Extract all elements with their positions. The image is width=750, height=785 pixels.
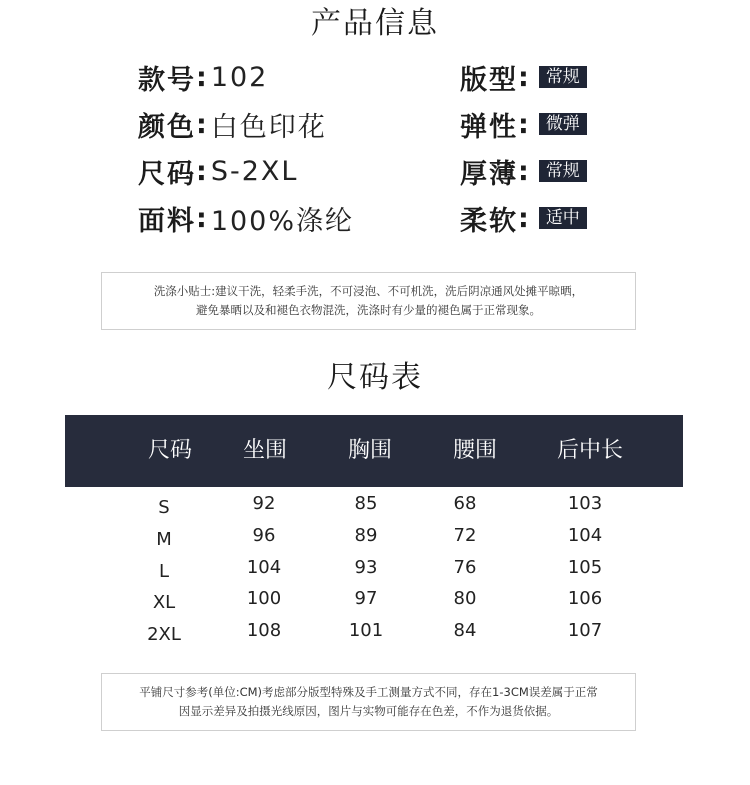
header-chest: 胸围: [347, 438, 392, 463]
cell-chest: 101: [348, 620, 384, 641]
info-colon: :: [196, 108, 207, 140]
wash-notice-box: [101, 272, 636, 330]
cell-chest: 85: [354, 493, 378, 514]
info-row-thickness: [460, 151, 587, 191]
header-waist: 腰围: [452, 438, 497, 463]
info-colon: :: [196, 61, 207, 93]
info-label: 弹性: [460, 111, 518, 143]
cell-waist: 68: [453, 493, 477, 514]
measure-notice-line: 平铺尺寸参考(单位:CM)考虑部分版型特殊及手工测量方式不同，存在1-3CM误差属于正常: [139, 685, 598, 699]
info-row-softness: [460, 198, 587, 238]
cell-size: XL: [152, 592, 176, 613]
cell-waist: 72: [453, 525, 477, 546]
header-size: 尺码: [147, 438, 192, 463]
cell-size: L: [158, 561, 170, 582]
cell-chest: 89: [354, 525, 378, 546]
fit-tag: 常规: [539, 66, 587, 88]
cell-back-length: 103: [567, 493, 603, 514]
cell-back-length: 104: [567, 525, 603, 546]
info-colon: :: [518, 155, 529, 187]
cell-hip: 100: [246, 588, 282, 609]
info-label: 版型: [460, 64, 518, 96]
size-chart-title: 尺码表: [327, 360, 423, 395]
info-colon: :: [518, 202, 529, 234]
info-value: 白色印花: [210, 111, 327, 143]
info-colon: :: [518, 108, 529, 140]
header-back-length: 后中长: [556, 438, 623, 463]
measure-notice-line: 因显示差异及拍摄光线原因，图片与实物可能存在色差，不作为退货依据。: [178, 704, 559, 718]
cell-back-length: 106: [567, 588, 603, 609]
cell-back-length: 107: [567, 620, 603, 641]
measure-notice-box: [101, 673, 636, 731]
info-label: 厚薄: [460, 158, 518, 190]
cell-hip: 96: [252, 525, 276, 546]
cell-waist: 84: [453, 620, 477, 641]
cell-size: S: [158, 497, 170, 518]
info-row-color: [138, 104, 327, 144]
header-hip: 坐围: [242, 438, 287, 463]
elasticity-tag: 微弹: [539, 113, 587, 135]
info-label: 尺码: [138, 158, 196, 190]
cell-hip: 108: [246, 620, 282, 641]
wash-notice-line: 避免暴晒以及和褪色衣物混洗，洗涤时有少量的褪色属于正常现象。: [196, 303, 541, 317]
cell-hip: 92: [252, 493, 276, 514]
cell-waist: 80: [453, 588, 477, 609]
softness-tag: 适中: [539, 207, 587, 229]
info-label: 面料: [138, 205, 196, 237]
cell-chest: 97: [354, 588, 378, 609]
info-value: S-2XL: [210, 155, 299, 187]
size-table-header: [65, 415, 683, 487]
cell-back-length: 105: [567, 557, 603, 578]
info-label: 颜色: [138, 111, 196, 143]
product-info-title: 产品信息: [311, 6, 439, 41]
info-value: 100%涤纶: [210, 205, 355, 237]
cell-hip: 104: [246, 557, 282, 578]
info-label: 款号: [138, 64, 196, 96]
wash-notice-line: 洗涤小贴士:建议干洗，轻柔手洗，不可浸泡、不可机洗，洗后阴凉通风处摊平晾晒，: [153, 284, 584, 298]
cell-size: M: [156, 529, 172, 550]
thickness-tag: 常规: [539, 160, 587, 182]
info-row-fabric: [138, 198, 354, 238]
cell-size: 2XL: [147, 624, 181, 645]
cell-chest: 93: [354, 557, 378, 578]
info-colon: :: [518, 61, 529, 93]
info-row-fit: [460, 57, 587, 97]
info-value: 102: [210, 61, 269, 93]
info-row-style-no: [138, 57, 268, 97]
info-row-size: [138, 151, 298, 191]
cell-waist: 76: [453, 557, 477, 578]
info-colon: :: [196, 155, 207, 187]
info-row-elasticity: [460, 104, 587, 144]
info-label: 柔软: [460, 205, 518, 237]
info-colon: :: [196, 202, 207, 234]
